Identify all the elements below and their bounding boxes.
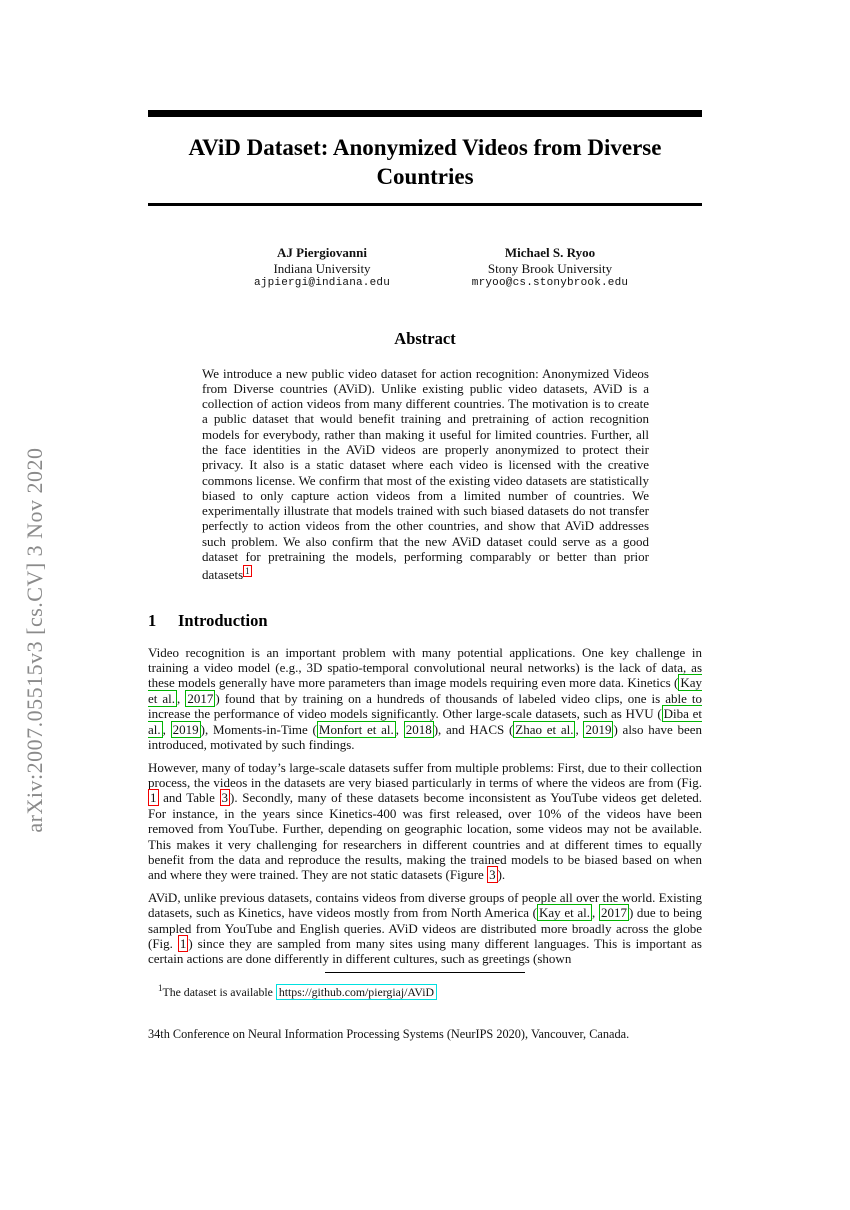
citation-link[interactable]: Zhao et al. <box>515 721 574 737</box>
footnote-marker: 1 <box>158 982 163 993</box>
conference-footer: 34th Conference on Neural Information Processing Systems (NeurIPS 2020), Vancouver, Canada. <box>148 1026 630 1041</box>
section-title: Introduction <box>178 610 268 630</box>
abstract-text: We introduce a new public video dataset for action recognition: Anonymized Videos from Diverse countries (AViD). Unlike existing public video datasets, AViD is a collection of action videos from many different countries. The motivation is to create a public dataset that would benefit training and pretraining of action recognition models for everybody, rather than making it useful for limited countries. Further, all the face identities in the AViD videos are properly anonymized to protect their privacy. It also is a static dataset where each video is licensed with the creative commons license. We confirm that most of the existing video datasets are statistically biased to only capture action videos from a limited number of countries. We experimentally illustrate that models trained with such biased datasets do not transfer perfectly to action videos from the other countries, and show that AViD addresses such problem. We also confirm that the new AViD dataset could serve as a good dataset for pretraining the models, performing comparably or better than prior datasets $^1$ <box>202 365 649 583</box>
citation-link[interactable]: 2017 <box>600 905 627 921</box>
footnote-ref-link[interactable]: 1 <box>245 566 250 577</box>
footnote-rule <box>325 972 525 973</box>
author-2 <box>435 245 665 292</box>
citation-link[interactable]: Kay et al. <box>148 675 702 706</box>
url-link[interactable]: https://github.com/piergiaj/AViD <box>276 984 437 1000</box>
citation-link[interactable]: 2017 <box>187 690 214 706</box>
figure-ref-link[interactable]: 1 <box>179 935 187 951</box>
intro-paragraph-2: However, many of today’s large-scale datasets suffer from multiple problems: First, due to their collection process, the videos in the datasets are very biased particularly in terms of where the videos are from (Fig. 1 and Table 3 ). Secondly, many of these datasets become inconsistent as YouTube videos get deleted. For instance, in the years since Kinetics-400 was first released, over 10% of the videos have been removed from YouTube. Further, depending on geographic location, some videos may not be available. This makes it very challenging for researchers in different countries and at different times to equally benefit from the data and reproduce the results, making the trained models to be biased based on when and where they were trained. They are not static datasets (Figure 3 ). <box>148 759 702 883</box>
author-1-name: AJ Piergiovanni <box>277 245 367 260</box>
citation-link[interactable]: 2019 <box>585 721 612 737</box>
citation-link[interactable]: Diba et al. <box>148 706 702 737</box>
section-heading-introduction <box>148 611 702 631</box>
footnote-text: $^1$The dataset is available https://github.com/piergiaj/AViD <box>148 981 702 999</box>
figure-ref-link[interactable]: 3 <box>489 867 496 883</box>
section-number: 1 <box>148 610 157 630</box>
paper-title: AViD Dataset: Anonymized Videos from Diverse Countries <box>188 135 662 189</box>
title-rule-top <box>148 110 702 117</box>
paper-content <box>148 110 702 1041</box>
author-1 <box>222 245 422 292</box>
intro-paragraph-1: Video recognition is an important problem with many potential applications. One key challenge in training a video model (e.g., 3D spatio-temporal convolutional neural networks) is the lack of data, as these models generally have more parameters than image models requiring even more data. Kinetics ( Kay et al. , 2017 ) found that by training on a hundreds of thousands of labeled video clips, one is able to increase the performance of video models significantly. Other large-scale datasets, such as HVU ( Diba et al. , 2019 ), Moments-in-Time ( Monfort et al. , 2018 ), and HACS ( Zhao et al. , 2019 ) also have been introduced, motivated by such findings. <box>148 644 703 753</box>
arxiv-watermark: arXiv:2007.05515v3 [cs.CV] 3 Nov 2020 <box>22 447 47 833</box>
author-2-email: mryoo@cs.stonybrook.edu <box>471 277 629 289</box>
author-2-name: Michael S. Ryoo <box>504 245 596 260</box>
title-rule-bottom <box>148 203 702 206</box>
author-block <box>148 245 702 292</box>
intro-paragraph-3: AViD, unlike previous datasets, contains videos from diverse groups of people all over the world. Existing datasets, such as Kinetics, have videos mostly from from North America ( Kay et al. , 2017 ) due to being sampled from YouTube and English queries. AViD videos are distributed more broadly across the globe (Fig. 1 ) since they are sampled from many sites using many different languages. This is important as certain actions are done differently in different cultures, such as greetings (shown <box>148 889 703 967</box>
author-1-affiliation: Indiana University <box>273 260 371 276</box>
citation-link[interactable]: 2019 <box>172 721 199 737</box>
citation-link[interactable]: Kay et al. <box>539 905 591 921</box>
figure-ref-link[interactable]: 1 <box>150 790 157 806</box>
figure-ref-link[interactable]: 3 <box>221 790 229 806</box>
author-1-email: ajpiergi@indiana.edu <box>253 277 391 289</box>
abstract-heading: Abstract <box>394 328 456 348</box>
citation-link[interactable]: 2018 <box>405 721 432 737</box>
paper-page <box>0 110 850 1210</box>
citation-link[interactable]: Monfort et al. <box>318 721 394 737</box>
author-2-affiliation: Stony Brook University <box>487 260 613 276</box>
